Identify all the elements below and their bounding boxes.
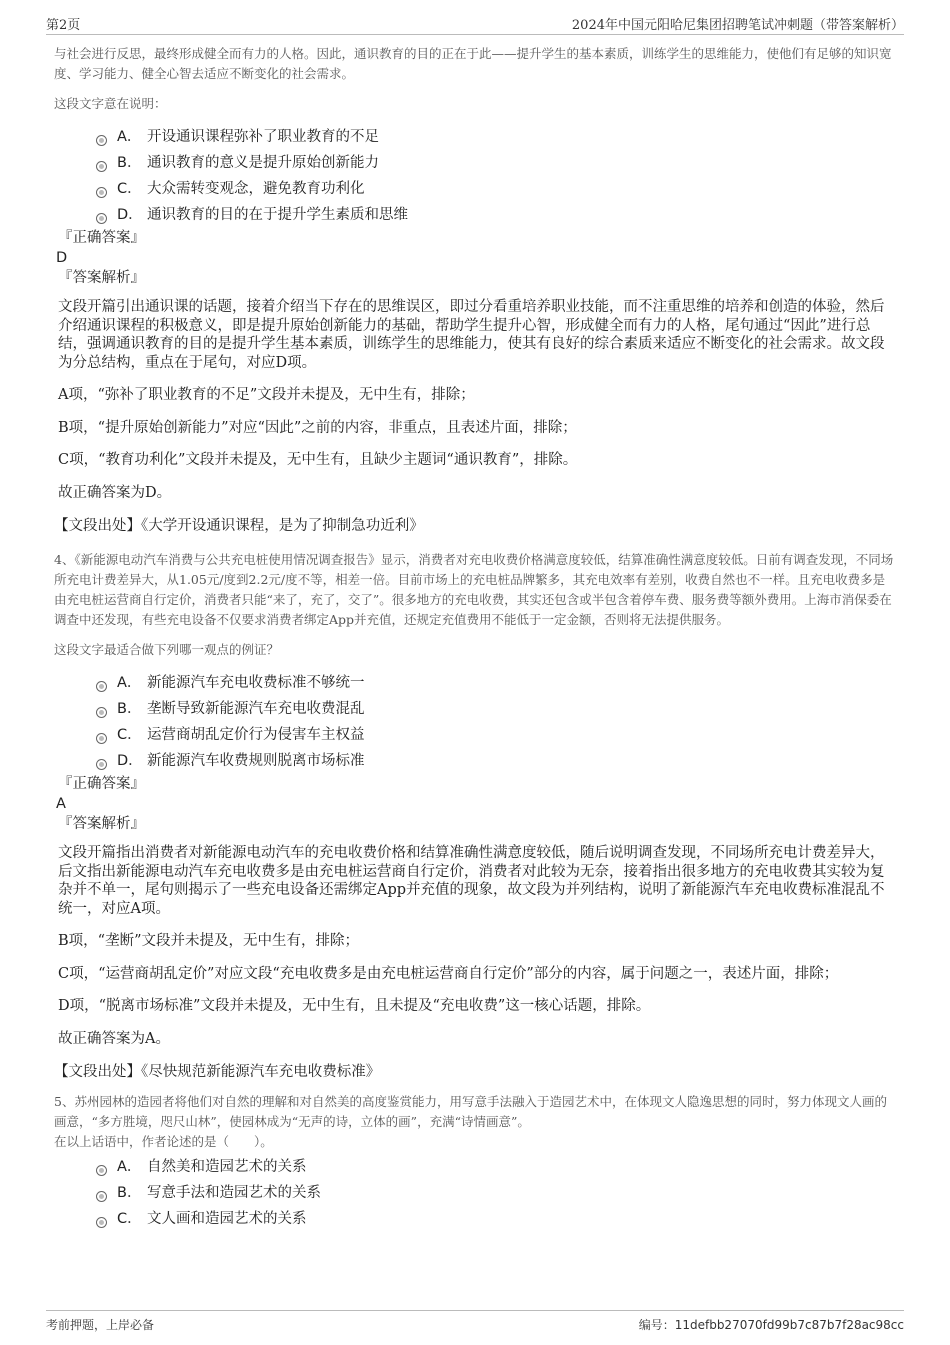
q5-option-c[interactable]: C． 文人画和造园艺术的关系 xyxy=(96,1206,896,1232)
q4-option-d[interactable]: D． 新能源汽车收费规则脱离市场标准 xyxy=(96,748,896,774)
q3-question: 这段文字意在说明： xyxy=(54,96,167,111)
radio-icon[interactable] xyxy=(96,707,107,718)
q4-conclusion: 故正确答案为A。 xyxy=(58,1030,170,1047)
radio-icon[interactable] xyxy=(96,733,107,744)
q3-option-b[interactable]: B． 通识教育的意义是提升原始创新能力 xyxy=(96,150,896,176)
q5-passage: 5、苏州园林的造园者将他们对自然的理解和对自然美的高度鉴赏能力，用写意手法融入于造园艺术中，在体现文人隐逸思想的同时，努力体现文人画的画意，“多方胜境，咫尺山林”，使园林成为“无声的诗，立体的画”，充满“诗情画意”。 xyxy=(54,1094,887,1129)
q3-options xyxy=(96,124,896,228)
radio-icon[interactable] xyxy=(96,161,107,172)
radio-icon[interactable] xyxy=(96,135,107,146)
q3-option-d[interactable]: D． 通识教育的目的在于提升学生素质和思维 xyxy=(96,202,896,228)
document-id: 编号：11defbb27070fd99b7c87b7f28ac98cc xyxy=(638,1318,904,1332)
q3-source: 【文段出处】《大学开设通识课程，是为了抑制急功近利》 xyxy=(54,518,424,534)
page-content xyxy=(54,40,896,1232)
q5-option-a[interactable]: A． 自然美和造园艺术的关系 xyxy=(96,1154,896,1180)
q4-answer: A xyxy=(56,796,66,812)
q3-analysis: 文段开篇引出通识课的话题，接着介绍当下存在的思维误区，即过分看重培养职业技能，而不注重思维的培养和创造的体验，然后介绍通识课程的积极意义，即是提升原始创新能力的基础，帮助学生提升心智，形成健全而有力的人格，尾句通过“因此”进行总结，强调通识教育的目的是提升学生基本素质，训练学生的思维能力，使其有良好的综合素质来适应不断变化的社会需求。故文段为分总结构，重点在于尾句，对应D项。 xyxy=(58,299,885,371)
radio-icon[interactable] xyxy=(96,1191,107,1202)
document-title: 2024年中国元阳哈尼集团招聘笔试冲刺题（带答案解析） xyxy=(571,18,904,33)
q4-passage: 4、《新能源电动汽车消费与公共充电桩使用情况调查报告》显示，消费者对充电收费价格满意度较低，结算准确性满意度较低。日前有调查发现，不同场所充电计费差异大，从1.05元/度到2.2元/度不等，相差一倍。目前市场上的充电桩品牌繁多，其充电效率有差别，收费自然也不一样。且充电收费多是由充电桩运营商自行定价，消费者只能“来了，充了，交了”。很多地方的充电收费，其实还包含或半包含着停车费、服务费等额外费用。上海市消保委在调查中还发现，有些充电设备不仅要求消费者绑定App并充值，还规定充值费用不能低于一定金额，否则将无法提供服务。 xyxy=(54,552,894,627)
q3-option-a[interactable]: A． 开设通识课程弥补了职业教育的不足 xyxy=(96,124,896,150)
q4-options xyxy=(96,670,896,774)
q3-answer-label: 『正确答案』 xyxy=(58,230,145,246)
q4-source: 【文段出处】《尽快规范新能源汽车充电收费标准》 xyxy=(54,1064,381,1080)
q3-note-a: A项，“弥补了职业教育的不足”文段并未提及，无中生有，排除； xyxy=(58,387,475,403)
radio-icon[interactable] xyxy=(96,1217,107,1228)
q5-options xyxy=(96,1154,896,1232)
page-header xyxy=(46,12,904,35)
q4-note-d: D项，“脱离市场标准”文段并未提及，无中生有，且未提及“充电收费”这一核心话题，排除。 xyxy=(58,998,651,1014)
radio-icon[interactable] xyxy=(96,1165,107,1176)
q4-question: 这段文字最适合做下列哪一观点的例证？ xyxy=(54,642,280,657)
q3-option-c[interactable]: C． 大众需转变观念，避免教育功利化 xyxy=(96,176,896,202)
q4-option-b[interactable]: B． 垄断导致新能源汽车充电收费混乱 xyxy=(96,696,896,722)
q4-option-c[interactable]: C． 运营商胡乱定价行为侵害车主权益 xyxy=(96,722,896,748)
page-footer xyxy=(46,1310,904,1337)
radio-icon[interactable] xyxy=(96,213,107,224)
q4-note-b: B项，“垄断”文段并未提及，无中生有，排除； xyxy=(58,933,359,949)
q5-question: 在以上话语中，作者论述的是（ ）。 xyxy=(54,1134,273,1149)
page-number: 第2页 xyxy=(46,18,81,33)
q3-passage-tail: 与社会进行反思，最终形成健全而有力的人格。因此，通识教育的目的正在于此——提升学生的基本素质，训练学生的思维能力，使他们有足够的知识宽度、学习能力、健全心智去适应不断变化的社会需求。 xyxy=(54,46,892,81)
radio-icon[interactable] xyxy=(96,187,107,198)
q4-note-c: C项，“运营商胡乱定价”对应文段“充电收费多是由充电桩运营商自行定价”部分的内容，属于问题之一，表述片面，排除； xyxy=(58,965,839,982)
q4-analysis: 文段开篇指出消费者对新能源电动汽车的充电收费价格和结算准确性满意度较低，随后说明调查发现，不同场所充电计费差异大，后文指出新能源电动汽车充电收费多是由充电桩运营商自行定价，消费者对此较为无奈，接着指出很多地方的充电收费其实较为复杂并不单一，尾句则揭示了一些充电设备还需绑定App并充值的现象，故文段为并列结构，说明了新能源汽车充电收费标准混乱不统一，对应A项。 xyxy=(58,845,885,917)
q3-answer: D xyxy=(56,250,68,266)
q4-analysis-label: 『答案解析』 xyxy=(58,816,145,832)
footer-slogan: 考前押题，上岸必备 xyxy=(46,1318,155,1332)
q3-note-c: C项，“教育功利化”文段并未提及，无中生有，且缺少主题词“通识教育”，排除。 xyxy=(58,452,578,468)
radio-icon[interactable] xyxy=(96,681,107,692)
radio-icon[interactable] xyxy=(96,759,107,770)
q3-note-b: B项，“提升原始创新能力”对应“因此”之前的内容，非重点，且表述片面，排除； xyxy=(58,419,577,436)
q5-option-b[interactable]: B． 写意手法和造园艺术的关系 xyxy=(96,1180,896,1206)
q3-analysis-label: 『答案解析』 xyxy=(58,270,145,286)
q4-option-a[interactable]: A． 新能源汽车充电收费标准不够统一 xyxy=(96,670,896,696)
q3-conclusion: 故正确答案为D。 xyxy=(58,484,172,501)
q4-answer-label: 『正确答案』 xyxy=(58,776,145,792)
